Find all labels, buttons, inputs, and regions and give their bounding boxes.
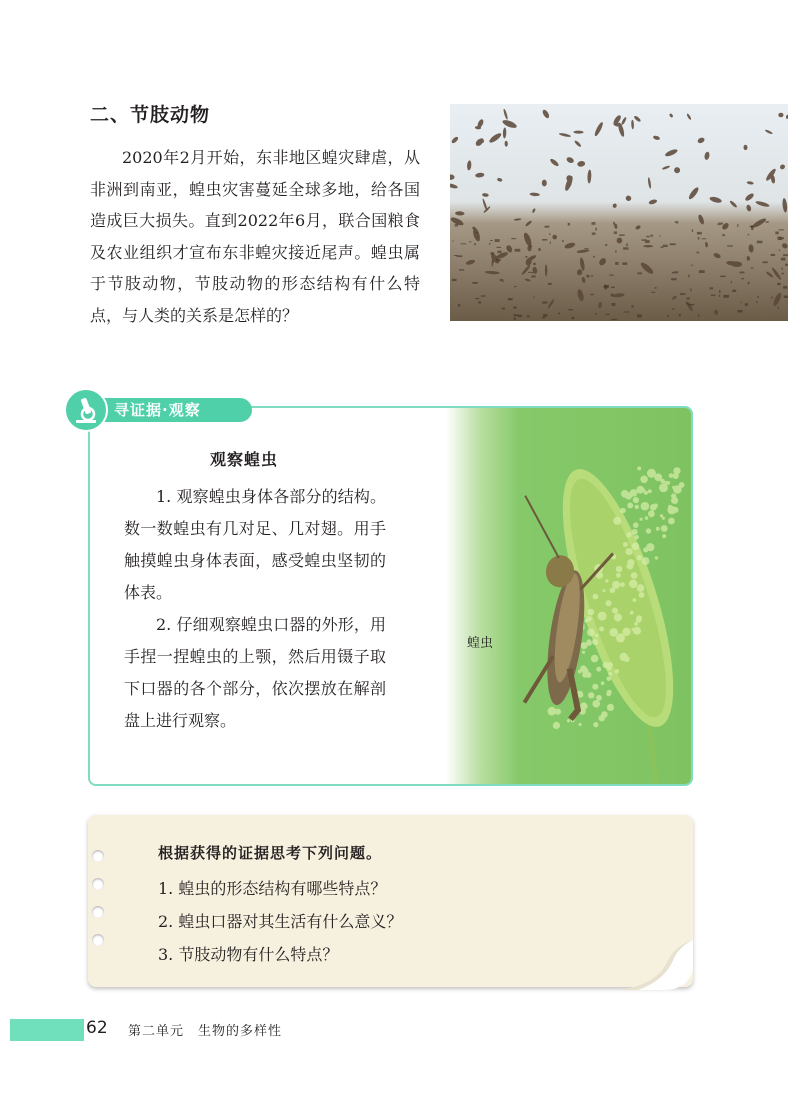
observation-badge bbox=[64, 388, 254, 432]
binder-ring bbox=[92, 878, 104, 890]
intro-paragraph: 2020年2月开始，东非地区蝗灾肆虐，从非洲到南亚，蝗虫灾害蔓延全球多地，给各国造成巨大损失。直到2022年6月，联合国粮食及农业组织才宣布东非蝗灾接近尾声。蝗虫属于节肢动物，节肢动物的形态结构有什么特点，与人类的关系是怎样的？ bbox=[90, 148, 420, 325]
page-number: 62 bbox=[86, 1018, 108, 1038]
footer-accent-bar bbox=[10, 1019, 84, 1041]
question-item: 2. 蝗虫口器对其生活有什么意义？ bbox=[158, 912, 403, 931]
page-curl bbox=[618, 940, 693, 990]
microscope-icon bbox=[64, 388, 108, 432]
questions-list bbox=[158, 872, 402, 971]
binder-ring bbox=[92, 850, 104, 862]
questions-title: 根据获得的证据思考下列问题。 bbox=[158, 844, 383, 862]
locust-swarm-photo bbox=[450, 104, 788, 321]
observation-heading: 观察蝗虫 bbox=[210, 450, 279, 469]
grasshopper-photo bbox=[460, 408, 692, 784]
footer-unit-title: 第二单元 生物的多样性 bbox=[128, 1024, 283, 1039]
observation-steps bbox=[124, 481, 386, 737]
question-item: 1. 蝗虫的形态结构有哪些特点？ bbox=[158, 879, 387, 898]
intro-text bbox=[90, 142, 420, 331]
binder-ring bbox=[92, 934, 104, 946]
binder-ring bbox=[92, 906, 104, 918]
section-title: 二、节肢动物 bbox=[90, 104, 211, 126]
observation-step: 1. 观察蝗虫身体各部分的结构。数一数蝗虫有几对足、几对翅。用手触摸蝗虫身体表面，感受蝗虫坚韧的体表。 bbox=[124, 487, 386, 602]
observation-step: 2. 仔细观察蝗虫口器的外形，用手捏一捏蝗虫的上颚，然后用镊子取下口器的各个部分，依次摆放在解剖盘上进行观察。 bbox=[124, 615, 386, 730]
badge-text: 寻证据·观察 bbox=[114, 401, 201, 419]
grasshopper-label: 蝗虫 bbox=[467, 636, 494, 651]
question-item: 3. 节肢动物有什么特点？ bbox=[158, 945, 339, 964]
